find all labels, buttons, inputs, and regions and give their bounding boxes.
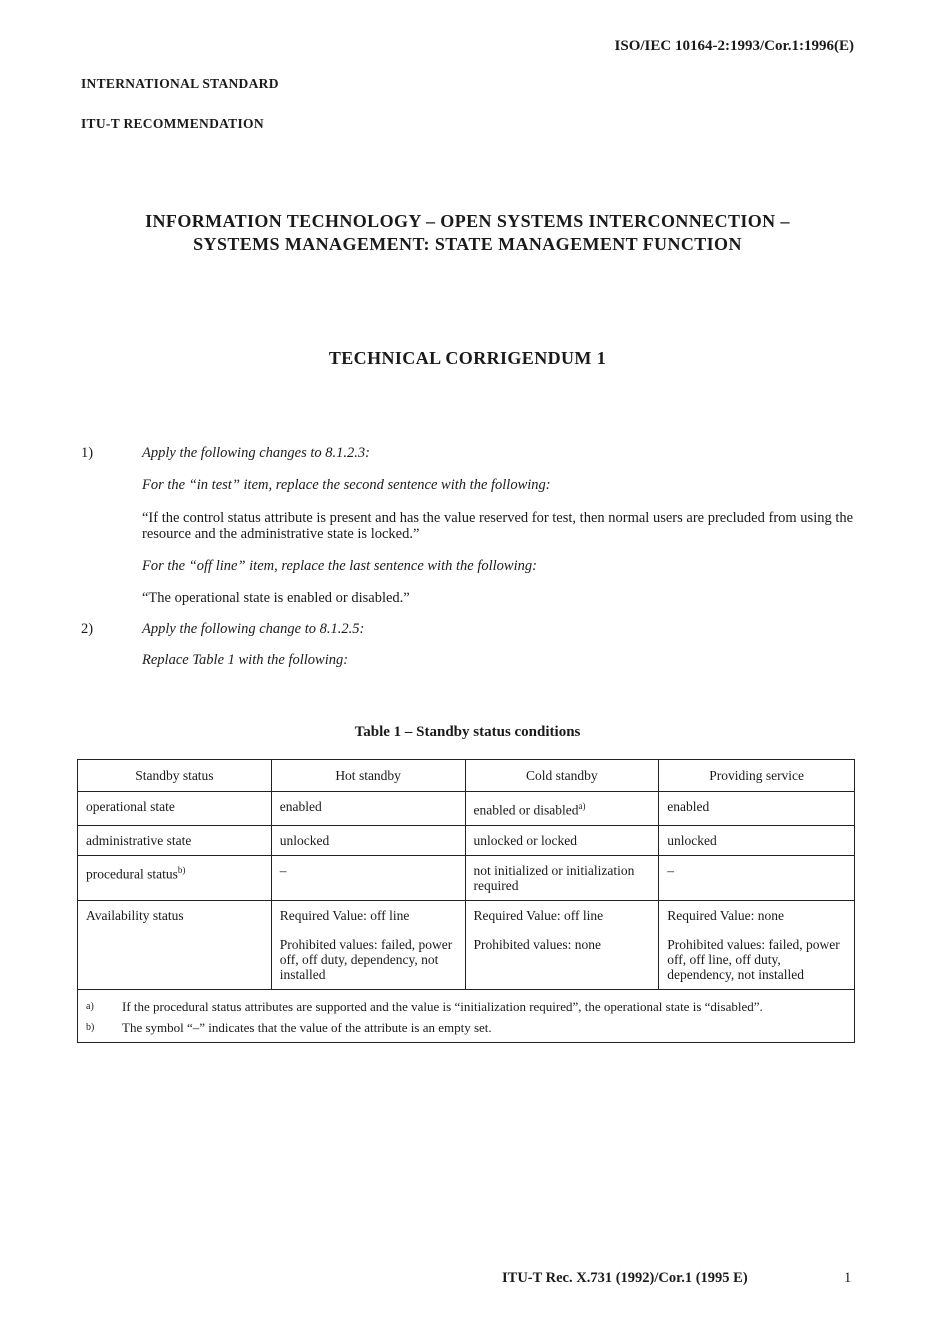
- footnote-ref-a: a): [578, 801, 586, 811]
- table-cell: enabled: [659, 792, 855, 826]
- item-1-replacement-text-1: “If the control status attribute is present and has the value reserved for test, then normal users are precluded from using the resource and the administrative state is locked.”: [142, 510, 854, 542]
- cell-text: enabled or disabled: [473, 802, 579, 818]
- international-standard-label: INTERNATIONAL STANDARD: [81, 76, 279, 91]
- note-mark: a): [86, 1000, 94, 1012]
- prohibited-values: Prohibited values: none: [473, 936, 601, 952]
- table-cell: enabled: [271, 792, 465, 826]
- required-value: Required Value: off line: [473, 907, 604, 923]
- title-line-2: SYSTEMS MANAGEMENT: STATE MANAGEMENT FUNCTION: [193, 234, 742, 254]
- table-cell: unlocked or locked: [465, 825, 659, 855]
- item-1-sub-instruction-2: For the “off line” item, replace the last sentence with the following:: [142, 558, 537, 574]
- prohibited-values: Prohibited values: failed, power off, off duty, dependency, not installed: [279, 936, 453, 982]
- item-1-instruction: Apply the following changes to 8.1.2.3:: [142, 445, 370, 461]
- table-cell: not initialized or initialization required: [465, 855, 659, 900]
- table-cell: Availability status: [78, 900, 272, 989]
- header-cell: Cold standby: [465, 760, 659, 792]
- table-cell: operational state: [78, 792, 272, 826]
- item-2-instruction: Apply the following change to 8.1.2.5:: [142, 621, 365, 637]
- item-1-number: 1): [81, 445, 94, 461]
- item-1-replacement-text-2: “The operational state is enabled or disabled.”: [142, 590, 410, 606]
- table-cell: unlocked: [659, 825, 855, 855]
- corrigendum-heading: TECHNICAL CORRIGENDUM 1: [328, 348, 607, 368]
- table-notes-row: [78, 989, 855, 1042]
- table-row: [78, 792, 855, 826]
- table-cell: [465, 792, 659, 826]
- footer-recommendation: ITU-T Rec. X.731 (1992)/Cor.1 (1995 E): [502, 1270, 748, 1286]
- table-note: [86, 999, 846, 1014]
- footnote-ref-b: b): [177, 864, 186, 875]
- title-line-1: INFORMATION TECHNOLOGY – OPEN SYSTEMS INTERCONNECTION –: [145, 211, 790, 231]
- table-row: [78, 825, 855, 855]
- table-cell: [659, 900, 855, 989]
- required-value: Required Value: off line: [279, 907, 410, 923]
- item-2-sub-instruction: Replace Table 1 with the following:: [142, 652, 349, 668]
- table-notes-cell: [78, 989, 855, 1042]
- header-cell: Hot standby: [271, 760, 465, 792]
- prohibited-values: Prohibited values: failed, power off, off line, off duty, dependency, not installed: [667, 936, 840, 982]
- note-text: The symbol “–” indicates that the value of the attribute is an empty set.: [122, 1019, 492, 1035]
- table-cell: [78, 855, 272, 900]
- cell-text: procedural status: [86, 866, 178, 881]
- header-cell: Standby status: [78, 760, 272, 792]
- table-cell: –: [271, 855, 465, 900]
- required-value: Required Value: none: [667, 907, 784, 923]
- table-cell: unlocked: [271, 825, 465, 855]
- table-cell: [271, 900, 465, 989]
- table-cell: [465, 900, 659, 989]
- table-row: [78, 900, 855, 989]
- table-note: [86, 1020, 846, 1035]
- table-row: [78, 855, 855, 900]
- note-text: If the procedural status attributes are supported and the value is “initialization required”, the operational state is “disabled”.: [122, 998, 763, 1014]
- note-mark: b): [86, 1021, 95, 1033]
- item-2-number: 2): [81, 621, 94, 637]
- itu-recommendation-label: ITU-T RECOMMENDATION: [81, 116, 264, 131]
- table-cell: –: [659, 855, 855, 900]
- document-identifier: ISO/IEC 10164-2:1993/Cor.1:1996(E): [614, 38, 854, 54]
- header-cell: Providing service: [659, 760, 855, 792]
- table-header-row: [78, 760, 855, 792]
- standby-status-table: [77, 759, 855, 1043]
- table-caption: Table 1 – Standby status conditions: [354, 724, 581, 740]
- page-number: 1: [844, 1270, 852, 1286]
- item-1-sub-instruction-1: For the “in test” item, replace the second sentence with the following:: [142, 477, 551, 493]
- table-cell: administrative state: [78, 825, 272, 855]
